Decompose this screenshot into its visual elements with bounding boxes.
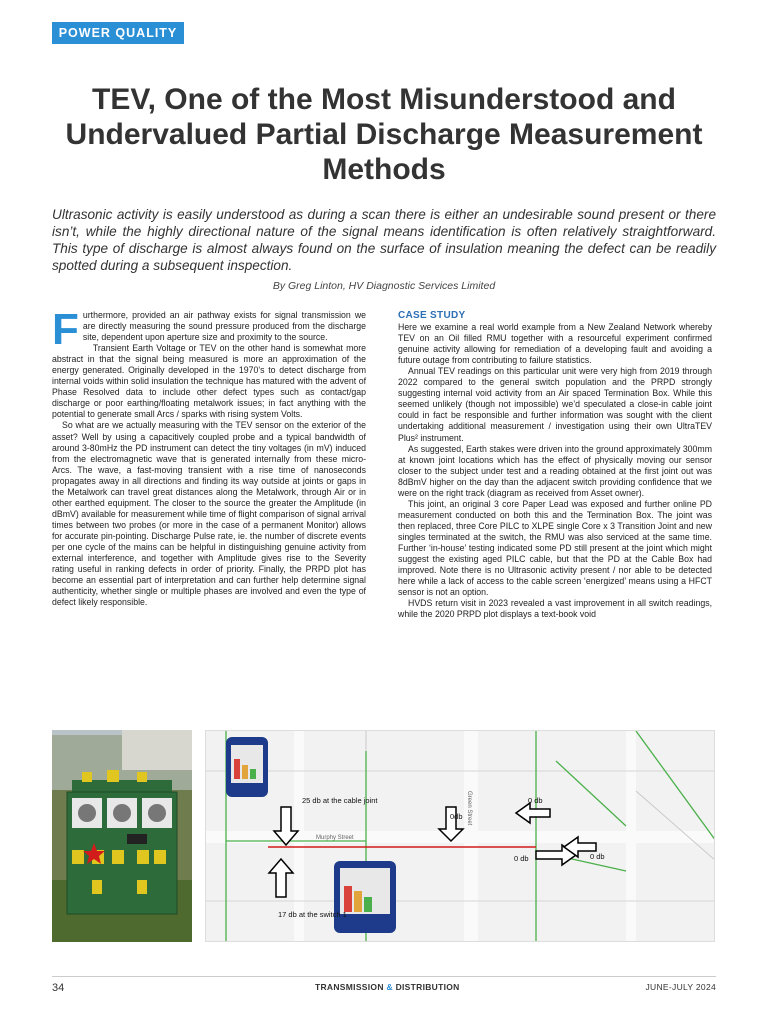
label-odb-top: 0db [450,812,463,821]
map-graphic [206,731,715,942]
case-study-heading: CASE STUDY [398,310,466,321]
pd-meter-top [226,737,268,797]
right-column [398,310,712,620]
label-db-center: 0 db [514,854,529,863]
paragraph-6: As suggested, Earth stakes were driven into the ground approximately 300mm at known joint locations which has the effect of physically moving our sensor closer to the subject under test and a reading obtained at the first joint out was 8dBmV higher on the day than the adjacent switch providing confidence that we were on the right track (diagram as received from Asset owner). [398,443,712,498]
label-cable-joint: 25 db at the cable joint [302,796,378,805]
article-title: TEV, One of the Most Misunderstood and Undervalued Partial Discharge Measurement Methods [65,83,703,186]
dropcap: F [52,305,79,354]
label-db-right: 0 db [590,852,605,861]
magazine-name-amp: & [386,982,393,992]
paragraph-2: Transient Earth Voltage or TEV on the other hand is somewhat more abstract in that the signal being measured is more an approximation of the energy generated. Originally developed in the 1970’s to detect discharge from internal voids within solid insulation the technique has matured with the advent of Phase Resolved data to include other defect types such as contact/gap discharge or poor earthing/floating metalwork issues; in fact anything with the potential to generate small Arcs / sparks with rising system Volts. [52,343,366,420]
paragraph-5: Annual TEV readings on this particular unit were very high from 2019 through 2022 compared to the general switch population and the PRPD strongly suggesting internal void activity from an Air spaced Termination Box. While this seemed unlikely (though not impossible) we’d speculated a close-in cable joint could in fact be responsible and further information was sought with the client undertaking additional measurement / investigation using their own UltraTEV Plus² instrument. [398,366,712,443]
paragraph-4: Here we examine a real world example from a New Zealand Network whereby TEV on an Oil filled RMU together with a resourceful experiment confirmed genuine activity allowing for remediation of a developing fault and avoiding a future outage from contributing to failure statistics. [398,322,712,366]
magazine-name-a: TRANSMISSION [315,982,384,992]
footer-divider [52,976,716,977]
paragraph-7: This joint, an original 3 core Paper Lead was exposed and further online PD measurement conducted on both this and the Termination Box. The joint was then replaced, three Core PILC to XLPE single Core x 3 Transition Joint and new singles terminated at the switch, the RMU was also serviced at the same time. Further ‘in-house’ testing indicated some PD still present at the joint which might suggest the existing aged PILC cable, but that the PD at the Cable Box had improved. Note there is no Ultrasonic activity present / nor able to be detected here while a lack of access to the cable screen ‘energized’ means using a HFCT sensor is not an option. [398,498,712,598]
magazine-name-b: DISTRIBUTION [395,982,460,992]
paragraph-1-text: urthermore, provided an air pathway exists for signal transmission we are directly measuring the sound pressure produced from the discharge site, dependent upon aperture size and proximity to the source. [82,310,366,343]
label-switch: 17 db at the switch 1 [278,910,347,919]
page-number: 34 [52,982,65,994]
paragraph-1 [52,305,366,354]
paragraph-3: So what are we actually measuring with the TEV sensor on the exterior of the asset? Well by using a capacitively coupled probe and a typical bandwidth of around 3-80mHz the PD instrument can detect the tiny voltages (in mV) induced from the electromagnetic wave that is generated internally from these micro-Arcs. The wave, a fast-moving transient with a rise time of nanoseconds propagates away in all directions and finding its way outside at joints or gaps in the Metalwork can travel great distances along the Metalwork, through Air or in other earthed equipment. The closer to the source the greater the Amplitude (in dBmV) available for measurement while time of flight comparison of signal arrival times between two probes (or more in the case of a permanent Monitor) allows for accurate pin-pointing. Discharge Pulse rate, ie. the number of discrete events per one cycle of the mains can be helpful in distinguishing genuine activity from external interference, and together with Amplitude gives rise to the Severity rating useful in ranking defects in order of priority. Finally, the PRPD plot has become an essential part of interpretation and can further help determine signal authenticity, whether single or multiple phases are involved and even the type of defect likely responsible. [52,420,366,608]
paragraph-8: HVDS return visit in 2023 revealed a vast improvement in all switch readings, while the 2020 PRPD plot displays a text-book void [398,598,712,620]
street-murphy-label: Murphy Street [316,835,354,841]
issue-date: JUNE-JULY 2024 [645,982,716,992]
street-green-label: Green Street [466,791,472,826]
rmu-photo-graphic [52,730,192,942]
pd-meter-bottom [334,861,396,933]
byline: By Greg Linton, HV Diagnostic Services Limited [272,280,496,292]
left-column [52,305,366,608]
magazine-name [315,982,460,992]
rmu-photo [52,730,192,942]
cable-map-diagram [205,730,715,942]
section-tag: POWER QUALITY [52,22,184,44]
standfirst: Ultrasonic activity is easily understood as during a scan there is either an undesirable sound present or there isn’t, while the highly directional nature of the signal means identification is often relatively straightforward. This type of discharge is almost always found on the surface of insulation meaning the defect can be readily spotted during a subsequent inspection. [52,207,716,273]
label-db-top-right: 0 db [528,796,543,805]
